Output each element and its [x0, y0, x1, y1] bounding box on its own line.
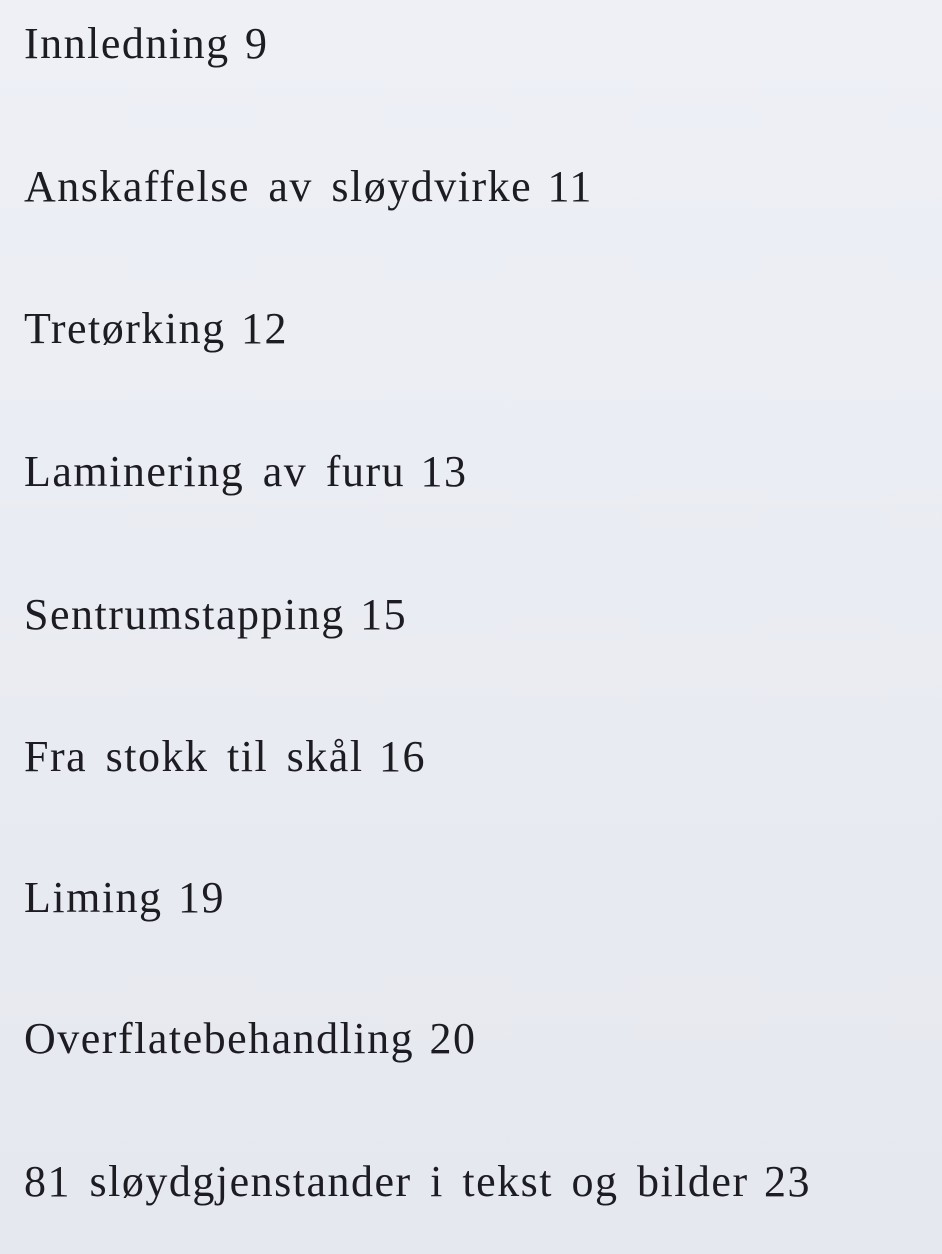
- toc-entry: [24, 447, 468, 497]
- toc-entry: [24, 732, 426, 782]
- toc-entry-page: 19: [177, 873, 225, 922]
- toc-entry: [24, 162, 593, 212]
- toc-entry: [24, 1157, 811, 1207]
- toc-entry-title: Fra stokk til skål: [24, 732, 364, 781]
- toc-entry-page: 12: [241, 304, 289, 353]
- toc-entry-title: Anskaffelse av sløydvirke: [24, 162, 533, 211]
- toc-entry-title: Tretørking: [24, 304, 226, 353]
- toc-entry-page: 16: [378, 732, 426, 781]
- toc-entry: [24, 19, 269, 69]
- toc-entry-page: 13: [420, 447, 468, 496]
- toc-entry-page: 15: [360, 590, 408, 639]
- toc-entry-page: 20: [429, 1014, 477, 1063]
- toc-entry: [24, 873, 225, 923]
- toc-entry-page: 23: [764, 1157, 812, 1206]
- toc-entry-page: 9: [245, 19, 269, 68]
- toc-entry-title: Laminering av furu: [24, 447, 406, 496]
- toc-entry-title: 81 sløydgjenstander i tekst og bilder: [24, 1157, 749, 1206]
- toc-entry: [24, 304, 288, 354]
- toc-entry-title: Sentrumstapping: [24, 590, 345, 639]
- toc-entry: [24, 1014, 477, 1064]
- toc-entry-title: Overflatebehandling: [24, 1014, 415, 1063]
- toc-entry-title: Liming: [24, 873, 163, 922]
- toc-entry-page: 11: [547, 162, 593, 211]
- toc-entry: [24, 590, 407, 640]
- toc-entry-title: Innledning: [24, 19, 230, 68]
